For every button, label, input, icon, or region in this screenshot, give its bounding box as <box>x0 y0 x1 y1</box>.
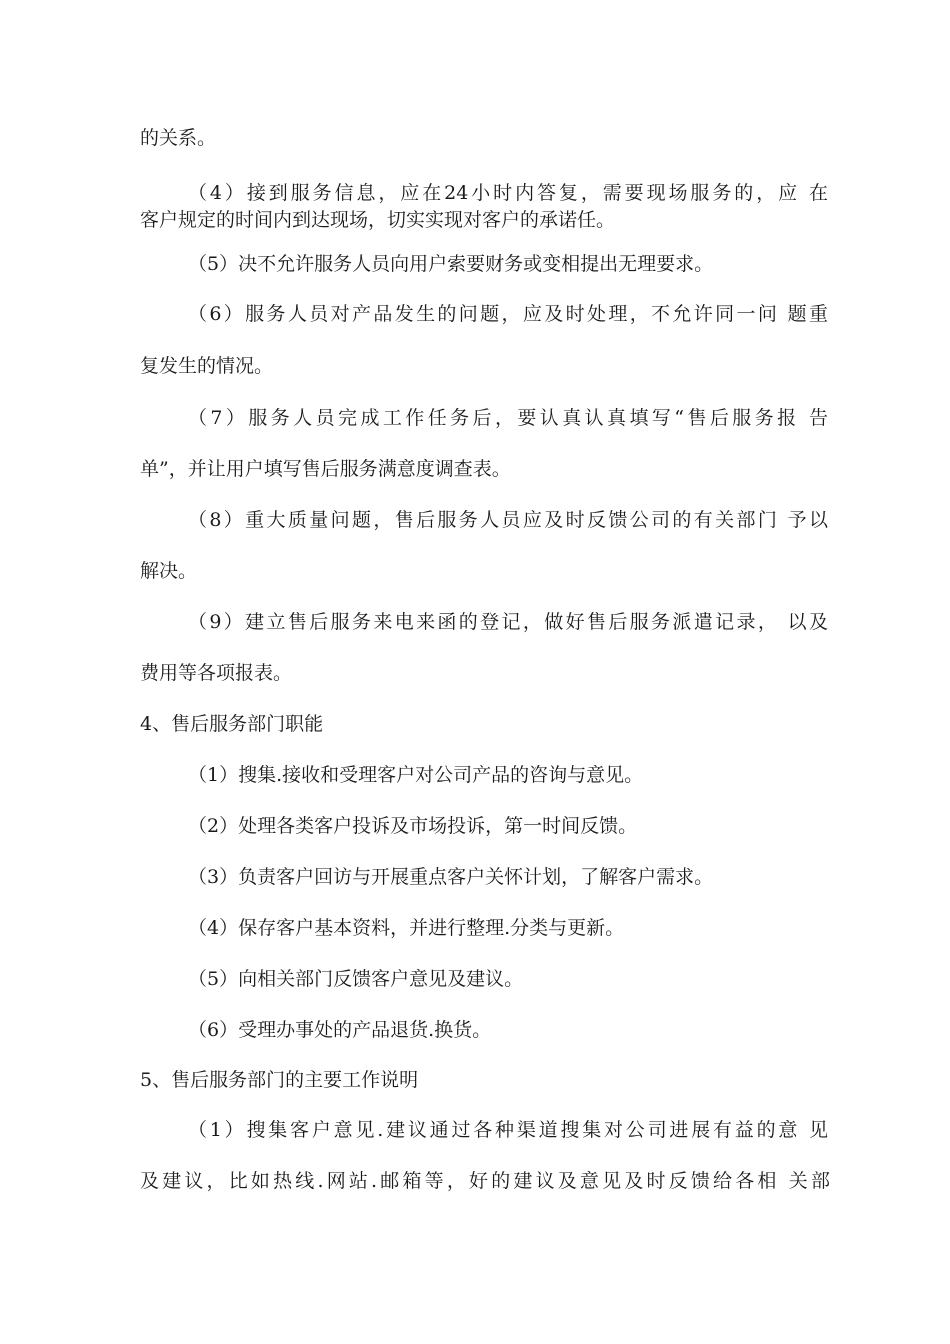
paragraph-line: （9）建立售后服务来电来函的登记，做好售后服务派遣记录， 以及 <box>188 611 828 633</box>
paragraph-line: （6）服务人员对产品发生的问题，应及时处理，不允许同一问 题重 <box>188 303 828 325</box>
paragraph-line: 单”，并让用户填写售后服务满意度调查表。 <box>140 458 511 480</box>
paragraph-line: （1）搜集客户意见.建议通过各种渠道搜集对公司进展有益的意 见 <box>188 1119 828 1141</box>
paragraph-line: 解决。 <box>140 560 198 582</box>
list-item: （1）搜集.接收和受理客户对公司产品的咨询与意见。 <box>188 764 644 786</box>
paragraph-line: （5）决不允许服务人员向用户索要财务或变相提出无理要求。 <box>188 253 714 275</box>
paragraph-line: （8）重大质量问题，售后服务人员应及时反馈公司的有关部门 予以 <box>188 509 828 531</box>
list-item: （4）保存客户基本资料，并进行整理.分类与更新。 <box>188 917 625 939</box>
paragraph-line: 复发生的情况。 <box>140 355 274 377</box>
list-item: （2）处理各类客户投诉及市场投诉，第一时间反馈。 <box>188 815 638 837</box>
section-heading: 5、售后服务部门的主要工作说明 <box>140 1069 419 1091</box>
paragraph-line: 及建议，比如热线.网站.邮箱等，好的建议及意见及时反馈给各相 关部 <box>140 1170 830 1192</box>
paragraph-line: （4）接到服务信息，应在24小时内答复，需要现场服务的，应 在 <box>188 182 828 204</box>
paragraph-line: 费用等各项报表。 <box>140 662 293 684</box>
section-heading: 4、售后服务部门职能 <box>140 713 324 735</box>
list-item: （3）负责客户回访与开展重点客户关怀计划，了解客户需求。 <box>188 866 714 888</box>
list-item: （5）向相关部门反馈客户意见及建议。 <box>188 968 524 990</box>
paragraph-line: 客户规定的时间内到达现场，切实实现对客户的承诺任。 <box>140 209 616 231</box>
paragraph-line: 的关系。 <box>140 127 217 149</box>
paragraph-line: （7）服务人员完成工作任务后，要认真认真填写“售后服务报 告 <box>188 407 828 429</box>
list-item: （6）受理办事处的产品退货.换货。 <box>188 1019 492 1041</box>
